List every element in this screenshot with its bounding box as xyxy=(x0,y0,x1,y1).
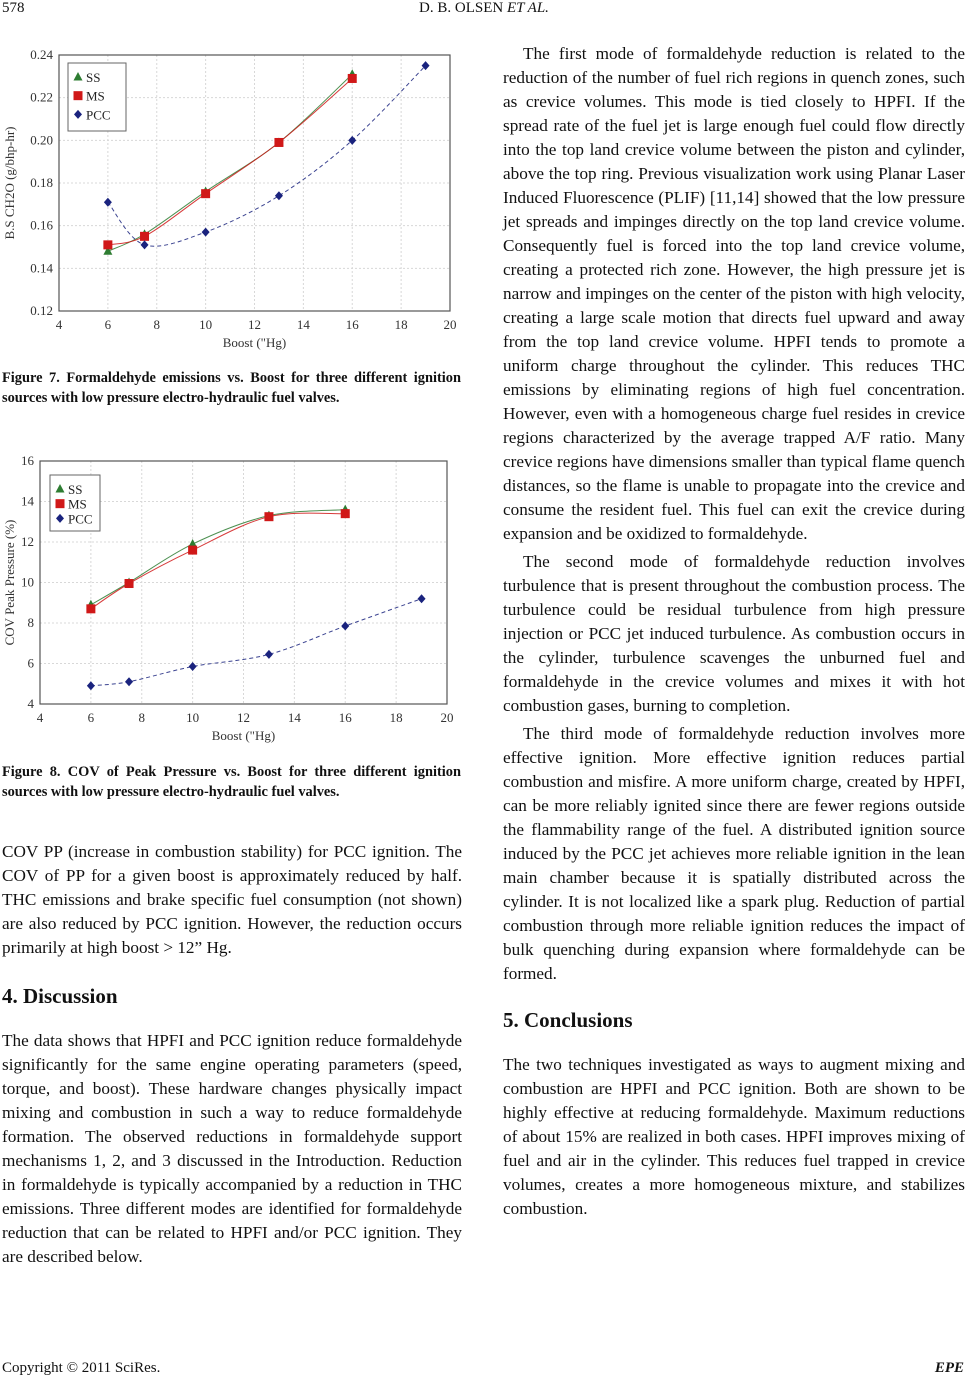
x-tick-label: 10 xyxy=(199,317,213,332)
y-tick-label: 0.16 xyxy=(30,217,53,233)
x-tick-label: 12 xyxy=(237,710,250,725)
x-tick-label: 6 xyxy=(87,710,95,725)
copyright: Copyright © 2011 SciRes. xyxy=(2,1360,161,1376)
square-marker xyxy=(341,509,350,518)
x-tick-label: 18 xyxy=(394,317,408,332)
square-marker xyxy=(86,604,95,613)
square-marker xyxy=(103,240,112,249)
y-tick-label: 0.14 xyxy=(30,260,53,276)
x-tick-label: 8 xyxy=(153,317,160,332)
figure-7-chart xyxy=(0,42,462,354)
x-tick-label: 4 xyxy=(36,710,44,725)
page-number: 578 xyxy=(2,0,25,16)
y-axis-label: B.S CH2O (g/bhp-hr) xyxy=(2,126,17,240)
chart-legend xyxy=(50,475,100,531)
x-tick-label: 6 xyxy=(104,317,112,332)
diamond-marker xyxy=(275,191,283,200)
authors: D. B. OLSEN xyxy=(419,0,504,16)
series-ms xyxy=(86,509,349,613)
diamond-marker xyxy=(265,650,273,659)
y-tick-label: 4 xyxy=(27,696,34,711)
x-tick-label: 20 xyxy=(443,317,457,332)
y-tick-label: 0.18 xyxy=(30,175,53,190)
y-tick-label: 6 xyxy=(27,655,34,671)
series-ss xyxy=(103,69,356,255)
x-tick-label: 10 xyxy=(186,710,200,725)
square-marker xyxy=(348,74,357,83)
paragraph-discussion: The data shows that HPFI and PCC ignition reduce formaldehyde significantly for the same engine operating parameters (speed, torque, and boost). These hardware changes physically impact mixing and combustion in such a way to reduce formaldehyde formation. The observed reductions in formaldehyde support mechanisms 1, 2, and 3 discussed in the Introduction. Reduction in formaldehyde is typically accompanied by a reduction in THC emissions. Three different modes are identified for formaldehyde reduction that can be related to HPFI and/or PCC ignition. They are described below. xyxy=(2,1031,462,1266)
x-axis-label: Boost ("Hg) xyxy=(211,728,276,743)
x-tick-label: 8 xyxy=(138,710,145,725)
x-tick-label: 18 xyxy=(389,710,403,725)
legend-label: PCC xyxy=(68,511,93,527)
diamond-marker xyxy=(202,228,210,237)
series-pcc xyxy=(87,594,426,690)
square-marker xyxy=(125,579,134,588)
figure-8-caption: Figure 8. COV of Peak Pressure vs. Boost for three different ignition sources with low pressure electro-hydraulic fuel valves. xyxy=(2,764,461,800)
legend-label: SS xyxy=(68,482,83,497)
diamond-marker xyxy=(104,198,112,207)
running-head xyxy=(0,0,968,17)
y-tick-label: 12 xyxy=(21,534,34,549)
square-marker xyxy=(74,91,83,100)
legend-label: PCC xyxy=(86,107,111,123)
et-al: ET AL. xyxy=(506,0,549,16)
figure-7-caption: Figure 7. Formaldehyde emissions vs. Boost for three different ignition sources with low pressure electro-hydraulic fuel valves. xyxy=(2,370,461,406)
x-tick-label: 16 xyxy=(338,710,352,725)
series-ss xyxy=(86,505,349,609)
y-tick-label: 10 xyxy=(21,574,34,590)
left-column-text xyxy=(2,840,462,1269)
x-tick-label: 14 xyxy=(296,317,310,332)
paragraph-conclusions: The two techniques investigated as ways to augment mixing and combustion are HPFI and PCC ignition. Both are shown to be highly effective at reducing formaldehyde. Maximum reductions of about 15% are realized in both cases. HPFI improves mixing of fuel and air in the cylinder. This reduces fuel trapped in crevice volumes, creates a more homogeneous mixture, and stabilizes combustion. xyxy=(503,1055,965,1218)
y-tick-label: 0.12 xyxy=(30,303,53,318)
paragraph-mode-2: The second mode of formaldehyde reduction involves turbulence that is present throughout the combustion process. The turbulence could be residual turbulence from high pressure injection or PCC jet induced turbulence. As combustion occurs in the cylinder, turbulence scavenges the unburned fuel and formaldehyde in the crevice volumes and mixes it with hot combustion gases, burning to completion. xyxy=(503,552,965,715)
figure-7-plot xyxy=(0,42,462,354)
diamond-marker xyxy=(418,594,426,603)
x-axis-label: Boost ("Hg) xyxy=(222,335,287,350)
right-column-text xyxy=(503,42,965,1221)
paragraph-cov: COV PP (increase in combustion stability) for PCC ignition. The COV of PP for a given boost is approximately reduced by half. THC emissions and brake specific fuel consumption (not shown) are also reduced by PCC ignition. However, the reduction occurs primarily at high boost > 12” Hg. xyxy=(2,842,462,957)
square-marker xyxy=(264,512,273,521)
y-axis-label: COV Peak Pressure (%) xyxy=(2,519,17,646)
series-ms xyxy=(103,74,356,249)
diamond-marker xyxy=(87,681,95,690)
x-tick-label: 4 xyxy=(55,317,63,332)
y-tick-label: 14 xyxy=(21,493,34,509)
discussion-heading: 4. Discussion xyxy=(2,984,118,1008)
square-marker xyxy=(201,189,210,198)
diamond-marker xyxy=(125,677,133,686)
x-tick-label: 14 xyxy=(287,710,301,725)
legend-label: MS xyxy=(68,496,87,512)
series-pcc xyxy=(104,61,430,249)
figure-8-plot xyxy=(0,448,462,743)
page-header xyxy=(0,0,968,22)
paragraph-mode-3: The third mode of formaldehyde reduction involves more effective ignition. More effective ignition reduces partial combustion and misfire. A more uniform charge, created by HPFI, can be more reliably ignited since there are fewer regions outside the flammability range of the fuel. A distributed ignition source induced by the PCC jet achieves more reliable ignition in the lean main chamber because it is spatially distributed across the cylinder. It is not localized like a spark plug. Reduction of partial combustion through more reliable ignition reduces the impact of bulk quenching during expansion where formaldehyde can be formed. xyxy=(503,724,965,983)
square-marker xyxy=(274,138,283,147)
legend-label: MS xyxy=(86,88,105,104)
y-tick-label: 0.24 xyxy=(30,47,53,62)
conclusions-heading: 5. Conclusions xyxy=(503,1008,633,1032)
chart-legend xyxy=(68,63,126,131)
paragraph-mode-1: The first mode of formaldehyde reduction is related to the reduction of the number of fuel rich regions in quench zones, such as crevice volumes. This mode is tied closely to HPFI. If the spread rate of the fuel jet is large enough fuel could flow directly into the top land crevice volume between the piston and cylinder, above the top ring. Previous visualization work using Planar Laser Induced Fluorescence (PLIF) [11,14] showed that the low pressure jet spreads and impinges directly on the top land crevice volume. Consequently fuel is forced into the top land crevice volume, creating a protected rich zone. However, the high pressure jet is narrow and impinges on the center of the piston with high velocity, creating a large scale motion that directs fuel upward and away from the top land crevice volume. HPFI tends to promote a uniform charge throughout the cylinder. This reduces THC emissions by eliminating regions of high fuel concentration. However, even with a homogeneous charge fuel resides in crevice regions characterized by the average trapped A/F ratio. Many crevice regions have dimensions smaller than typical flame quench distances, so the flame is unable to propagate into the crevice and consume the resident fuel. This fuel can exit the crevice during expansion and be oxidized to formaldehyde. xyxy=(503,44,965,543)
y-tick-label: 16 xyxy=(21,453,34,468)
y-tick-label: 8 xyxy=(27,615,34,630)
journal-abbrev: EPE xyxy=(934,1360,964,1376)
square-marker xyxy=(56,499,65,508)
legend-label: SS xyxy=(86,70,101,85)
y-tick-label: 0.20 xyxy=(30,132,53,148)
square-marker xyxy=(140,232,149,241)
diamond-marker xyxy=(141,240,149,249)
x-tick-label: 16 xyxy=(345,317,359,332)
y-tick-label: 0.22 xyxy=(30,89,53,105)
diamond-marker xyxy=(348,136,356,145)
x-tick-label: 20 xyxy=(440,710,454,725)
figure-8-chart xyxy=(0,448,462,743)
square-marker xyxy=(188,546,197,555)
x-tick-label: 12 xyxy=(248,317,261,332)
